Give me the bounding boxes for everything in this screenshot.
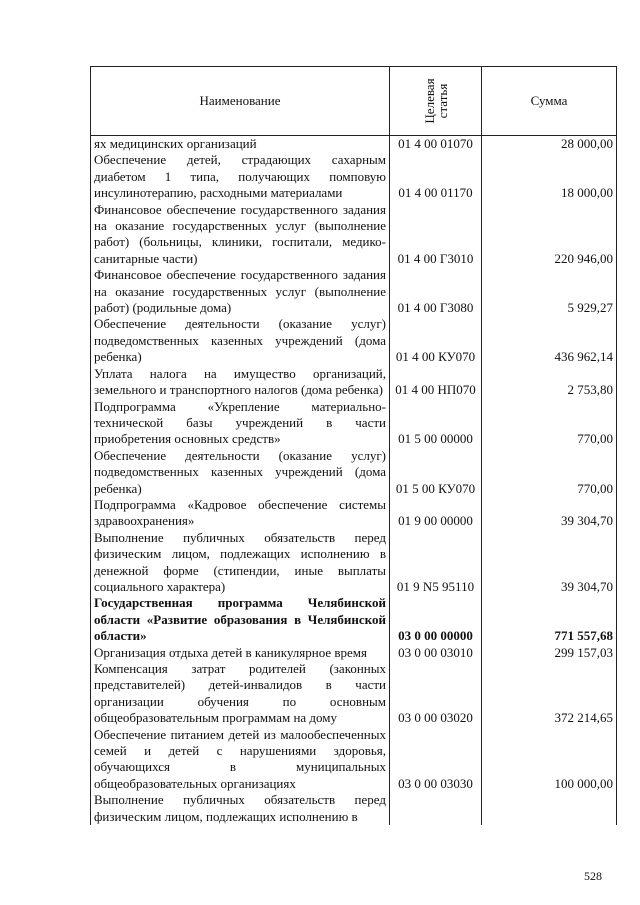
row-code-cell: 03 0 00 00000	[390, 595, 482, 644]
table-row	[91, 152, 617, 201]
row-name-cell: Обеспечение детей, страдающих сахарным диабетом 1 типа, получающих помповую инсулинотерапию, расходными материалами	[91, 152, 390, 201]
row-name-cell: Государственная программа Челябинской области «Развитие образования в Челябинской области»	[91, 595, 390, 644]
row-name-cell: Выполнение публичных обязательств перед физическим лицом, подлежащих исполнению в	[91, 792, 390, 825]
column-header-code-label: Целевая статья	[421, 78, 450, 124]
row-sum-cell: 39 304,70	[482, 530, 617, 596]
table-row	[91, 366, 617, 399]
table-row	[91, 595, 617, 644]
row-code-cell: 03 0 00 03030	[390, 727, 482, 793]
table-header	[91, 67, 617, 136]
table-row	[91, 530, 617, 596]
table-row	[91, 645, 617, 661]
row-name-cell: Подпрограмма «Кадровое обеспечение системы здравоохранения»	[91, 497, 390, 530]
row-name-cell: Уплата налога на имущество организаций, земельного и транспортного налогов (дома ребенка)	[91, 366, 390, 399]
row-code-cell: 03 0 00 03010	[390, 645, 482, 661]
row-code-cell: 01 9 00 00000	[390, 497, 482, 530]
row-code-cell: 01 5 00 КУ070	[390, 448, 482, 497]
row-sum-cell: 28 000,00	[482, 136, 617, 153]
table-row	[91, 202, 617, 268]
row-code-cell: 01 5 00 00000	[390, 399, 482, 448]
row-name-cell: Компенсация затрат родителей (законных представителей) детей-инвалидов в части организации обучения по основным общеобразовательным программам на дому	[91, 661, 390, 727]
row-name-cell: Финансовое обеспечение государственного задания на оказание государственных услуг (выполнение работ) (родильные дома)	[91, 267, 390, 316]
row-name-cell: Подпрограмма «Укрепление материально-технической базы учреждений в части приобретения основных средств»	[91, 399, 390, 448]
row-code-cell: 03 0 00 03020	[390, 661, 482, 727]
row-code-cell: 01 4 00 Г3080	[390, 267, 482, 316]
row-name-cell: Выполнение публичных обязательств перед физическим лицом, подлежащих исполнению в денежной форме (стипендии, иные выплаты социального характера)	[91, 530, 390, 596]
row-code-cell: 01 4 00 01070	[390, 136, 482, 153]
row-name-cell: ях медицинских организаций	[91, 136, 390, 153]
row-sum-cell: 372 214,65	[482, 661, 617, 727]
budget-table	[90, 66, 617, 825]
row-code-cell	[390, 792, 482, 825]
row-name-cell: Организация отдыха детей в каникулярное время	[91, 645, 390, 661]
row-code-cell: 01 4 00 КУ070	[390, 316, 482, 365]
row-sum-cell	[482, 792, 617, 825]
row-code-cell: 01 4 00 НП070	[390, 366, 482, 399]
page-number: 528	[584, 869, 602, 883]
row-sum-cell: 5 929,27	[482, 267, 617, 316]
row-code-cell: 01 4 00 Г3010	[390, 202, 482, 268]
row-sum-cell: 770,00	[482, 399, 617, 448]
row-name-cell: Обеспечение деятельности (оказание услуг) подведомственных казенных учреждений (дома ребенка)	[91, 316, 390, 365]
row-name-cell: Финансовое обеспечение государственного задания на оказание государственных услуг (выполнение работ) (больницы, клиники, госпитали, медико-санитарные части)	[91, 202, 390, 268]
table-row	[91, 399, 617, 448]
row-sum-cell: 770,00	[482, 448, 617, 497]
row-sum-cell: 220 946,00	[482, 202, 617, 268]
table-row	[91, 497, 617, 530]
row-code-cell: 01 4 00 01170	[390, 152, 482, 201]
column-header-name: Наименование	[91, 67, 390, 136]
table-row	[91, 448, 617, 497]
column-header-code	[390, 67, 482, 136]
row-name-cell: Обеспечение питанием детей из малообеспеченных семей и детей с нарушениями здоровья, обучающихся в муниципальных общеобразовательных организациях	[91, 727, 390, 793]
row-sum-cell: 39 304,70	[482, 497, 617, 530]
table-body	[91, 136, 617, 826]
row-sum-cell: 18 000,00	[482, 152, 617, 201]
table-row	[91, 267, 617, 316]
table-row	[91, 792, 617, 825]
row-name-cell: Обеспечение деятельности (оказание услуг) подведомственных казенных учреждений (дома ребенка)	[91, 448, 390, 497]
table-row	[91, 316, 617, 365]
row-sum-cell: 100 000,00	[482, 727, 617, 793]
row-sum-cell: 299 157,03	[482, 645, 617, 661]
table-row	[91, 136, 617, 153]
column-header-sum: Сумма	[482, 67, 617, 136]
row-sum-cell: 436 962,14	[482, 316, 617, 365]
table-row	[91, 727, 617, 793]
row-code-cell: 01 9 N5 95110	[390, 530, 482, 596]
row-sum-cell: 2 753,80	[482, 366, 617, 399]
row-sum-cell: 771 557,68	[482, 595, 617, 644]
table-row	[91, 661, 617, 727]
